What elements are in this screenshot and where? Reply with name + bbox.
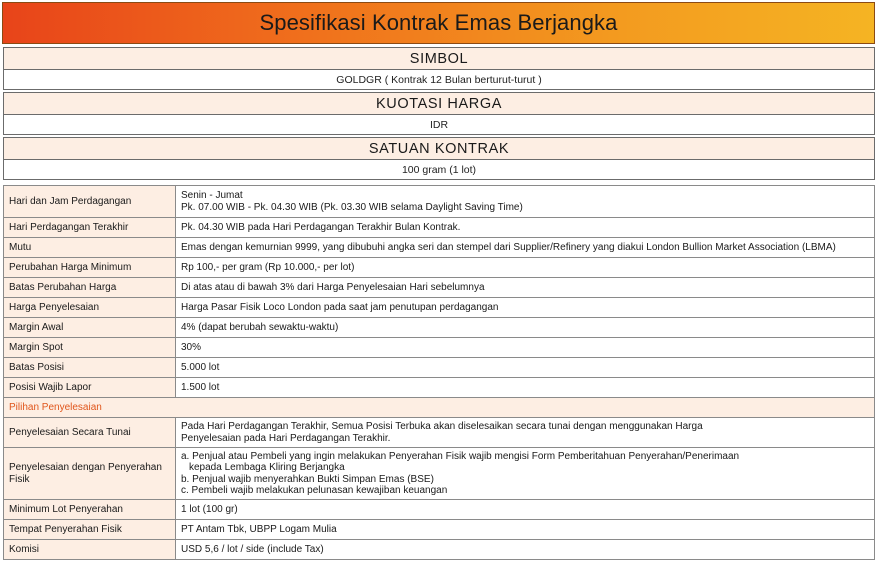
value-line: c. Pembeli wajib melakukan pelunasan kewajiban keuangan (181, 485, 448, 496)
table-row (4, 540, 875, 560)
row-value: Harga Pasar Fisik Loco London pada saat jam penutupan perdagangan (176, 298, 875, 318)
table-row (4, 238, 875, 258)
row-label: Penyelesaian dengan Penyerahan Fisik (4, 448, 176, 500)
table-row (4, 218, 875, 238)
table-row (4, 500, 875, 520)
table-row (4, 278, 875, 298)
table-row (4, 298, 875, 318)
row-label: Hari Perdagangan Terakhir (4, 218, 176, 238)
value-line: Pk. 07.00 WIB - Pk. 04.30 WIB (Pk. 03.30 WIB selama Daylight Saving Time) (181, 201, 523, 213)
row-label: Penyelesaian Secara Tunai (4, 418, 176, 448)
row-label: Margin Spot (4, 338, 176, 358)
row-label: Margin Awal (4, 318, 176, 338)
row-value (176, 186, 875, 218)
section-title: Pilihan Penyelesaian (4, 398, 875, 418)
row-label: Hari dan Jam Perdagangan (4, 186, 176, 218)
row-label: Mutu (4, 238, 176, 258)
summary-block (3, 47, 875, 182)
table-row (4, 378, 875, 398)
value-line: a. Penjual atau Pembeli yang ingin melakukan Penyerahan Fisik wajib mengisi Form Pemberitahuan Penyerahan/Penerimaan (181, 450, 740, 462)
row-label: Tempat Penyerahan Fisik (4, 520, 176, 540)
table-row (4, 338, 875, 358)
table-row (4, 318, 875, 338)
row-value: 1.500 lot (176, 378, 875, 398)
value-line: Senin - Jumat (181, 190, 243, 201)
row-value: Pk. 04.30 WIB pada Hari Perdagangan Terakhir Bulan Kontrak. (176, 218, 875, 238)
row-value: 5.000 lot (176, 358, 875, 378)
row-value: 4% (dapat berubah sewaktu-waktu) (176, 318, 875, 338)
row-label: Batas Perubahan Harga (4, 278, 176, 298)
title-bar (2, 2, 875, 44)
spec-table (3, 185, 875, 560)
table-row (4, 448, 875, 500)
row-value: 30% (176, 338, 875, 358)
row-label: Minimum Lot Penyerahan (4, 500, 176, 520)
section-row (4, 398, 875, 418)
quotation-header: KUOTASI HARGA (3, 92, 875, 115)
row-value: Emas dengan kemurnian 9999, yang dibubuhi angka seri dan stempel dari Supplier/Refinery yang diakui London Bullion Market Association (LBMA) (176, 238, 875, 258)
value-line: kepada Lembaga Kliring Berjangka (189, 462, 345, 473)
row-value (176, 418, 875, 448)
row-label: Harga Penyelesaian (4, 298, 176, 318)
contract-unit-value: 100 gram (1 lot) (3, 160, 875, 180)
row-label: Perubahan Harga Minimum (4, 258, 176, 278)
row-value (176, 448, 875, 500)
row-label: Komisi (4, 540, 176, 560)
symbol-value: GOLDGR ( Kontrak 12 Bulan berturut-turut ) (3, 70, 875, 90)
value-line: Pada Hari Perdagangan Terakhir, Semua Posisi Terbuka akan diselesaikan secara tunai dengan menggunakan Harga (181, 421, 703, 432)
table-row (4, 418, 875, 448)
symbol-header: SIMBOL (3, 47, 875, 70)
row-label: Posisi Wajib Lapor (4, 378, 176, 398)
table-row (4, 258, 875, 278)
quotation-value: IDR (3, 115, 875, 135)
table-row (4, 520, 875, 540)
row-value: PT Antam Tbk, UBPP Logam Mulia (176, 520, 875, 540)
contract-unit-header: SATUAN KONTRAK (3, 137, 875, 160)
table-row (4, 186, 875, 218)
row-label: Batas Posisi (4, 358, 176, 378)
row-value: Rp 100,- per gram (Rp 10.000,- per lot) (176, 258, 875, 278)
row-value: 1 lot (100 gr) (176, 500, 875, 520)
row-value: Di atas atau di bawah 3% dari Harga Penyelesaian Hari sebelumnya (176, 278, 875, 298)
value-line: Penyelesaian pada Hari Perdagangan Terakhir. (181, 432, 391, 444)
value-line: b. Penjual wajib menyerahkan Bukti Simpan Emas (BSE) (181, 473, 434, 485)
table-row (4, 358, 875, 378)
page-title: Spesifikasi Kontrak Emas Berjangka (259, 10, 618, 35)
row-value: USD 5,6 / lot / side (include Tax) (176, 540, 875, 560)
